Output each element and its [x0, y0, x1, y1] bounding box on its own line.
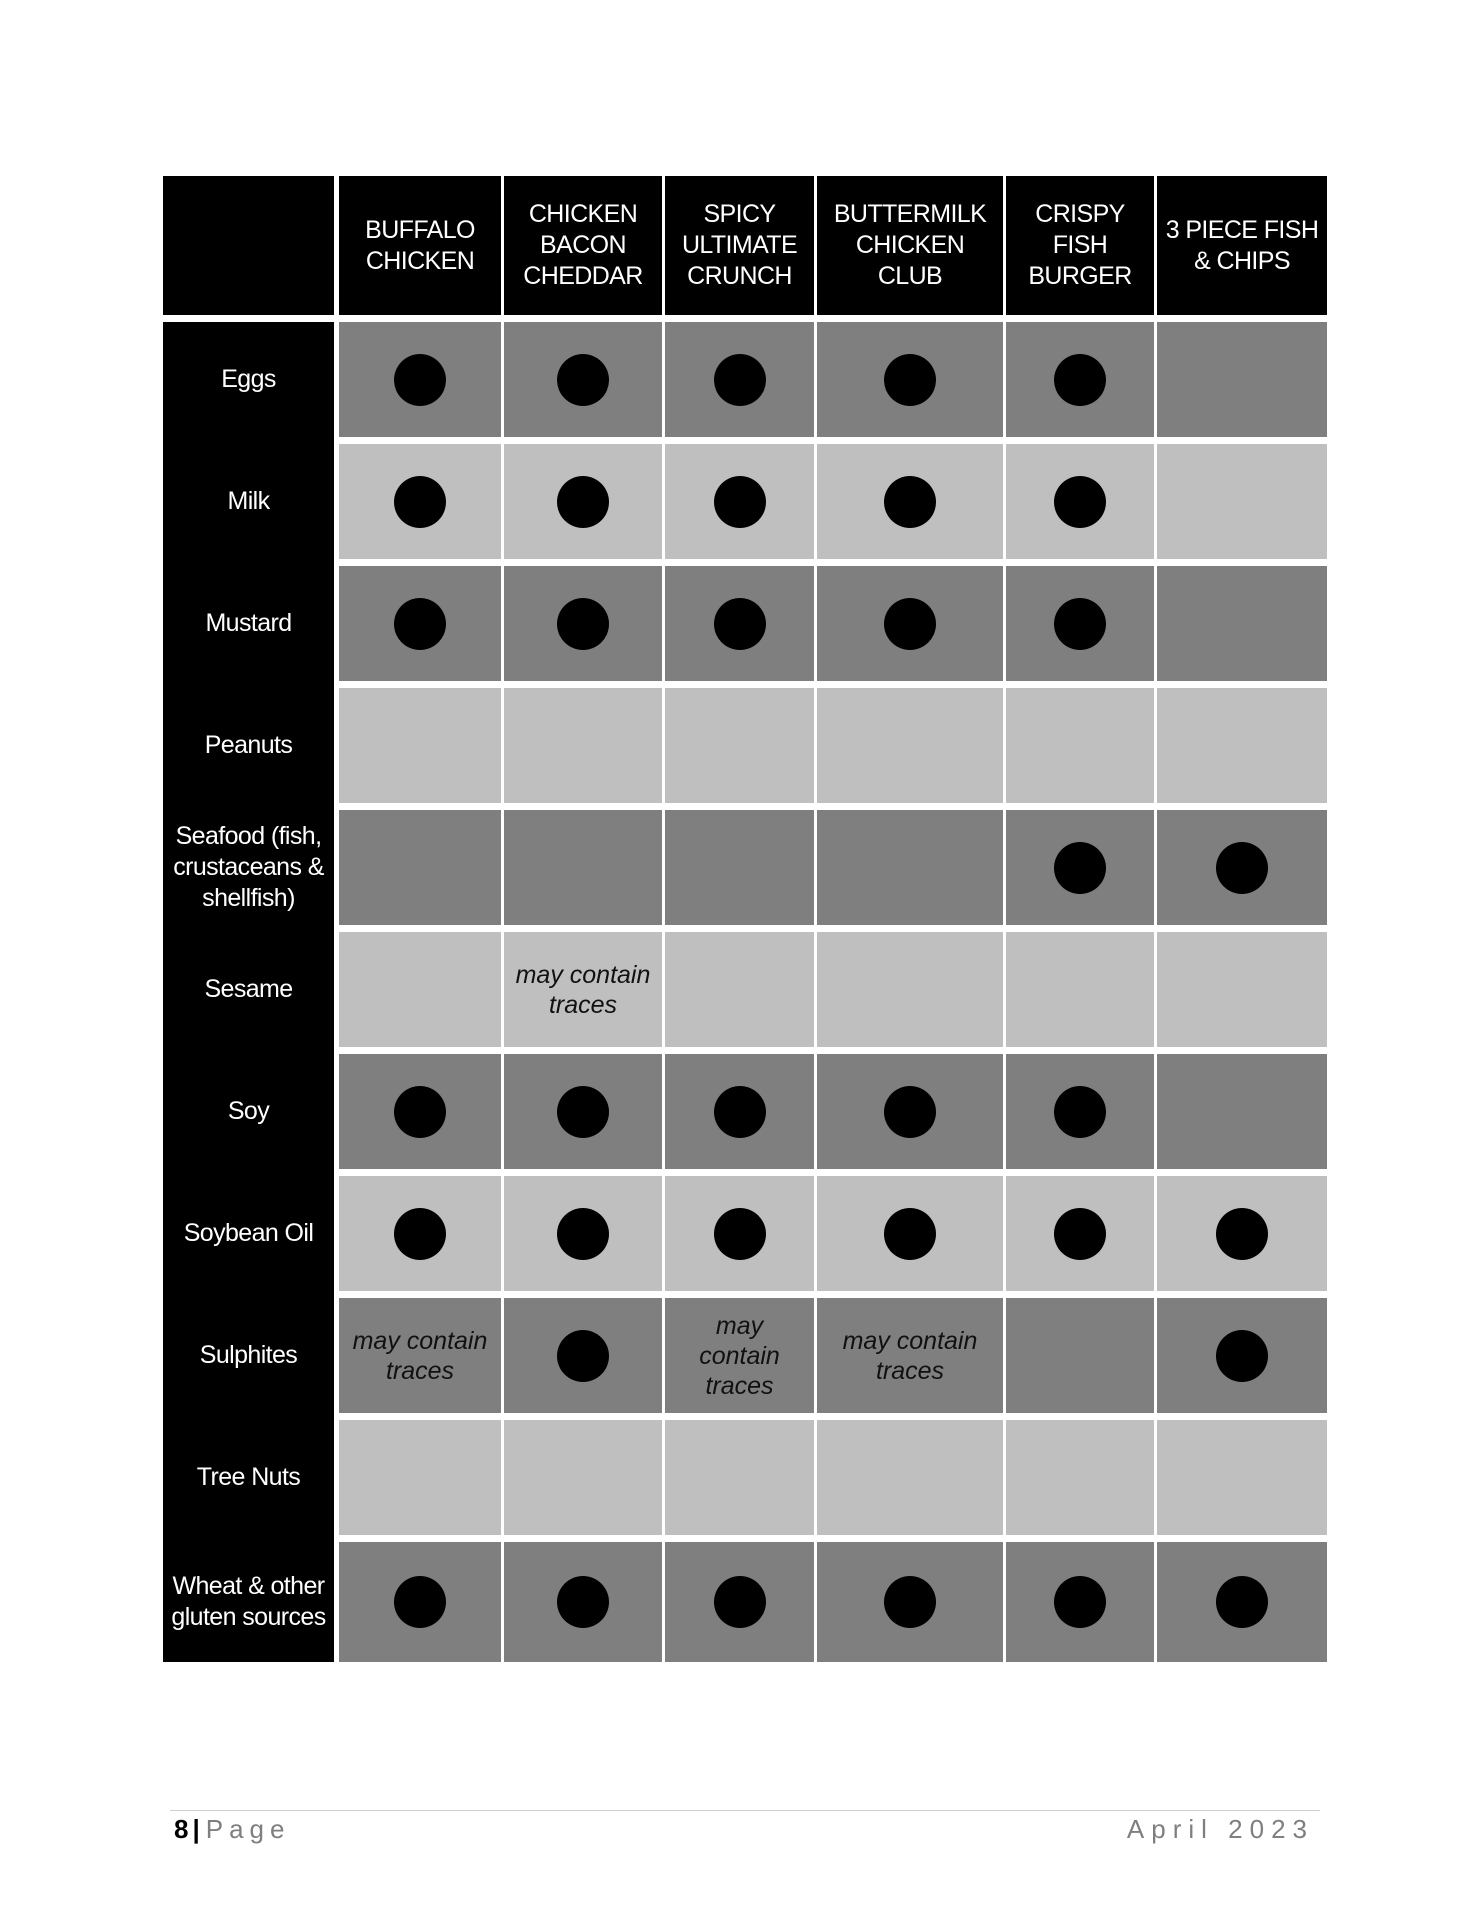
table-cell [817, 1054, 1003, 1169]
table-cell [817, 810, 1003, 925]
table-cell [1006, 322, 1154, 437]
table-cell [817, 444, 1003, 559]
column-header: BUFFALO CHICKEN [339, 176, 501, 315]
table-cell [665, 688, 814, 803]
allergen-label: Mustard [163, 566, 334, 681]
allergen-label: Sulphites [163, 1298, 334, 1413]
table-cell [1157, 566, 1327, 681]
contains-allergen-dot [394, 1208, 446, 1260]
contains-allergen-dot [884, 598, 936, 650]
table-cell [817, 322, 1003, 437]
contains-allergen-dot [714, 476, 766, 528]
contains-allergen-dot [714, 1576, 766, 1628]
footer-date: April 2023 [1126, 1814, 1314, 1844]
table-cell [1006, 1542, 1154, 1662]
table-cell [1006, 566, 1154, 681]
table-cell [339, 688, 501, 803]
table-cell [665, 1542, 814, 1662]
table-cell [339, 810, 501, 925]
table-cell [1157, 1420, 1327, 1535]
contains-allergen-dot [714, 1086, 766, 1138]
table-cell [1006, 1298, 1154, 1413]
column-header: CHICKEN BACON CHEDDAR [504, 176, 662, 315]
contains-allergen-dot [394, 598, 446, 650]
contains-allergen-dot [557, 1576, 609, 1628]
contains-allergen-dot [557, 354, 609, 406]
table-cell [1157, 1176, 1327, 1291]
allergen-label: Soybean Oil [163, 1176, 334, 1291]
contains-allergen-dot [394, 1086, 446, 1138]
table-cell [504, 1176, 662, 1291]
table-cell [1006, 688, 1154, 803]
table-cell [817, 1542, 1003, 1662]
table-cell [1006, 1176, 1154, 1291]
contains-allergen-dot [557, 476, 609, 528]
table-cell [1157, 1054, 1327, 1169]
column-header: BUTTERMILK CHICKEN CLUB [817, 176, 1003, 315]
table-cell [1157, 688, 1327, 803]
allergen-label: Wheat & other gluten sources [163, 1542, 334, 1662]
allergen-label: Eggs [163, 322, 334, 437]
contains-allergen-dot [884, 354, 936, 406]
allergen-label: Sesame [163, 932, 334, 1047]
footer-divider [170, 1810, 1320, 1811]
trace-note: may contain traces [699, 1311, 780, 1400]
contains-allergen-dot [714, 354, 766, 406]
table-cell [339, 322, 501, 437]
table-cell [339, 1176, 501, 1291]
table-cell [1006, 932, 1154, 1047]
column-header: 3 PIECE FISH & CHIPS [1157, 176, 1327, 315]
contains-allergen-dot [1054, 842, 1106, 894]
table-cell [504, 932, 662, 1047]
allergen-label: Tree Nuts [163, 1420, 334, 1535]
page-number: 8 [174, 1814, 189, 1844]
table-cell [504, 1298, 662, 1413]
contains-allergen-dot [884, 476, 936, 528]
table-cell [665, 444, 814, 559]
contains-allergen-dot [884, 1576, 936, 1628]
contains-allergen-dot [557, 1330, 609, 1382]
table-cell [1157, 932, 1327, 1047]
page-word: Page [205, 1814, 291, 1844]
table-cell [339, 1420, 501, 1535]
column-header: CRISPY FISH BURGER [1006, 176, 1154, 315]
contains-allergen-dot [1054, 354, 1106, 406]
table-cell [665, 810, 814, 925]
contains-allergen-dot [557, 1086, 609, 1138]
contains-allergen-dot [1054, 598, 1106, 650]
table-cell [817, 566, 1003, 681]
table-cell [339, 566, 501, 681]
contains-allergen-dot [714, 1208, 766, 1260]
table-cell [1157, 322, 1327, 437]
table-cell [1006, 1420, 1154, 1535]
contains-allergen-dot [394, 354, 446, 406]
allergen-label: Seafood (fish, crustaceans & shellfish) [163, 810, 334, 925]
table-cell [504, 810, 662, 925]
column-header: SPICY ULTIMATE CRUNCH [665, 176, 814, 315]
table-cell [665, 322, 814, 437]
table-cell [339, 1054, 501, 1169]
allergen-table [163, 176, 1327, 1666]
footer-page-indicator [174, 1812, 290, 1846]
table-cell [504, 566, 662, 681]
contains-allergen-dot [1054, 1208, 1106, 1260]
contains-allergen-dot [1054, 476, 1106, 528]
table-cell [504, 1542, 662, 1662]
table-cell [665, 1054, 814, 1169]
table-cell [504, 1420, 662, 1535]
footer-separator: | [192, 1814, 200, 1844]
table-cell [1157, 1542, 1327, 1662]
contains-allergen-dot [557, 1208, 609, 1260]
table-cell [339, 444, 501, 559]
contains-allergen-dot [1216, 1208, 1268, 1260]
table-cell [504, 444, 662, 559]
contains-allergen-dot [1216, 1576, 1268, 1628]
table-cell [817, 932, 1003, 1047]
contains-allergen-dot [1216, 842, 1268, 894]
table-cell [339, 1298, 501, 1413]
table-cell [665, 932, 814, 1047]
contains-allergen-dot [1216, 1330, 1268, 1382]
table-cell [1157, 810, 1327, 925]
table-cell [665, 1298, 814, 1413]
contains-allergen-dot [394, 1576, 446, 1628]
contains-allergen-dot [714, 598, 766, 650]
table-cell [504, 1054, 662, 1169]
allergen-label: Milk [163, 444, 334, 559]
table-cell [817, 1176, 1003, 1291]
trace-note: may contain traces [515, 960, 651, 1019]
table-corner [163, 176, 334, 315]
table-cell [1157, 444, 1327, 559]
table-cell [504, 322, 662, 437]
allergen-label: Peanuts [163, 688, 334, 803]
table-cell [1157, 1298, 1327, 1413]
table-cell [1006, 1054, 1154, 1169]
contains-allergen-dot [394, 476, 446, 528]
table-cell [817, 1420, 1003, 1535]
table-cell [665, 566, 814, 681]
table-cell [665, 1176, 814, 1291]
table-cell [1006, 444, 1154, 559]
table-cell [504, 688, 662, 803]
allergen-label: Soy [163, 1054, 334, 1169]
table-cell [339, 932, 501, 1047]
contains-allergen-dot [1054, 1086, 1106, 1138]
contains-allergen-dot [1054, 1576, 1106, 1628]
table-cell [817, 688, 1003, 803]
contains-allergen-dot [884, 1086, 936, 1138]
trace-note: may contain traces [842, 1326, 978, 1385]
table-cell [817, 1298, 1003, 1413]
table-cell [665, 1420, 814, 1535]
table-cell [1006, 810, 1154, 925]
contains-allergen-dot [884, 1208, 936, 1260]
contains-allergen-dot [557, 598, 609, 650]
table-cell [339, 1542, 501, 1662]
trace-note: may contain traces [352, 1326, 488, 1385]
